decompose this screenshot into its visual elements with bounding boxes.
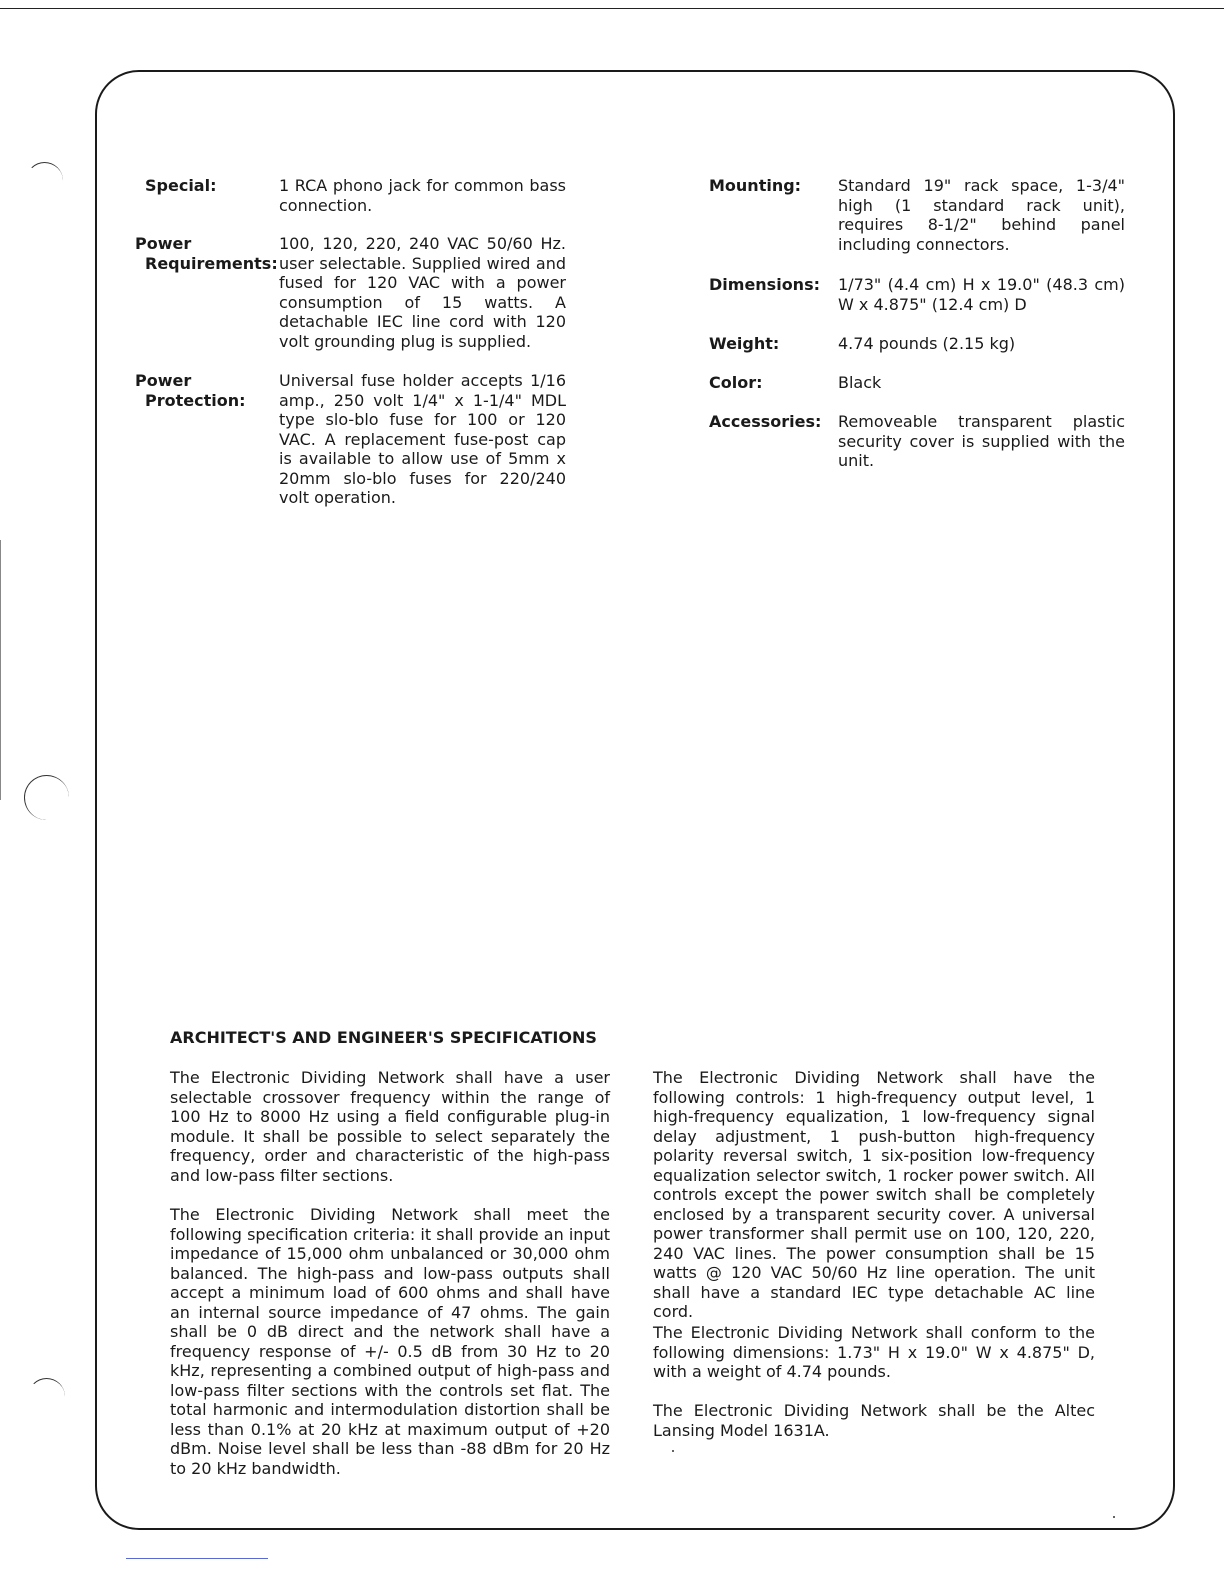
spec-value: 1/73" (4.4 cm) H x 19.0" (48.3 cm) W x 4.875" (12.4 cm) D (838, 275, 1125, 314)
spec-label: Dimensions: (709, 275, 820, 294)
spec-label: Power (135, 234, 192, 253)
spec-value: 4.74 pounds (2.15 kg) (838, 334, 1016, 353)
arch-paragraph-2: The Electronic Dividing Network shall meet the following specification criteria: it shall provide an input impedance of 15,000 ohm unbalanced or 30,000 ohm balanced. The high-pass and low-pass outputs shall accept a minimum load of 600 ohms and shall have an internal source impedance of 47 ohms. The gain shall be 0 dB direct and the network shall have a frequency response of +/- 0.5 dB from 30 Hz to 20 kHz, representing a combined output of high-pass and low-pass filter sections with the controls set flat. The total harmonic and intermodulation distortion shall be less than 0.1% at 20 kHz at maximum output of +20 dBm. Noise level shall be less than -88 dBm for 20 Hz to 20 kHz bandwidth. (170, 1205, 610, 1478)
spec-value: 100, 120, 220, 240 VAC 50/60 Hz. user selectable. Supplied wired and fused for 120 VAC with a power consumption of 15 watts. A detachable IEC line cord with 120 volt grounding plug is supplied. (279, 234, 566, 351)
arch-paragraph-5: The Electronic Dividing Network shall be the Altec Lansing Model 1631A. (653, 1401, 1095, 1440)
spec-label: Accessories: (709, 412, 822, 431)
stray-mark (1113, 1516, 1115, 1518)
binder-hole-mark-top (26, 162, 63, 199)
arch-paragraph-1: The Electronic Dividing Network shall have a user selectable crossover frequency within the range of 100 Hz to 8000 Hz using a field configurable plug-in module. It shall be possible to select separately the frequency, order and characteristic of the high-pass and low-pass filter sections. (170, 1068, 610, 1185)
spec-label: Mounting: (709, 176, 802, 195)
spec-label: Requirements: (145, 253, 278, 273)
section-heading: ARCHITECT'S AND ENGINEER'S SPECIFICATIONS (170, 1028, 597, 1047)
spec-value: Universal fuse holder accepts 1/16 amp., 250 volt 1/4" x 1-1/4" MDL type slo-blo fuse for 100 or 120 VAC. A replacement fuse-post cap is available to allow use of 5mm x 20mm slo-blo fuses for 220/240 volt operation. (279, 371, 566, 507)
arch-paragraph-3: The Electronic Dividing Network shall have the following controls: 1 high-frequency output level, 1 high-frequency equalization, 1 low-frequency signal delay adjustment, 1 push-button high-frequency polarity reversal switch, 1 six-position low-frequency equalization selector switch, 1 rocker power switch. All controls except the power switch shall be completely enclosed by a transparent security cover. A universal power transformer shall permit use on 100, 120, 220, 240 VAC lines. The power consumption shall be 15 watts @ 120 VAC 50/60 Hz line operation. The unit shall have a standard IEC type detachable AC line cord. (653, 1068, 1095, 1321)
spec-value: Standard 19" rack space, 1-3/4" high (1 standard rack unit), requires 8-1/2" behind panel including connectors. (838, 176, 1125, 254)
binder-hole-mark-bottom (28, 1378, 65, 1415)
spec-value: Black (838, 373, 882, 392)
spec-label: Color: (709, 373, 763, 392)
top-rule (0, 8, 1224, 9)
stray-mark (672, 1450, 674, 1452)
edge-scan-mark (0, 540, 1, 800)
spec-label: Protection: (145, 390, 246, 410)
bottom-rule (126, 1558, 268, 1559)
spec-value: 1 RCA phono jack for common bass connection. (279, 176, 566, 215)
binder-hole-mark-middle (24, 775, 69, 820)
spec-label: Power (135, 371, 192, 390)
spec-label: Special: (145, 176, 217, 195)
spec-value: Removeable transparent plastic security cover is supplied with the unit. (838, 412, 1125, 470)
spec-label: Weight: (709, 334, 780, 353)
arch-paragraph-4: The Electronic Dividing Network shall conform to the following dimensions: 1.73" H x 19.0" W x 4.875" D, with a weight of 4.74 pounds. (653, 1323, 1095, 1381)
